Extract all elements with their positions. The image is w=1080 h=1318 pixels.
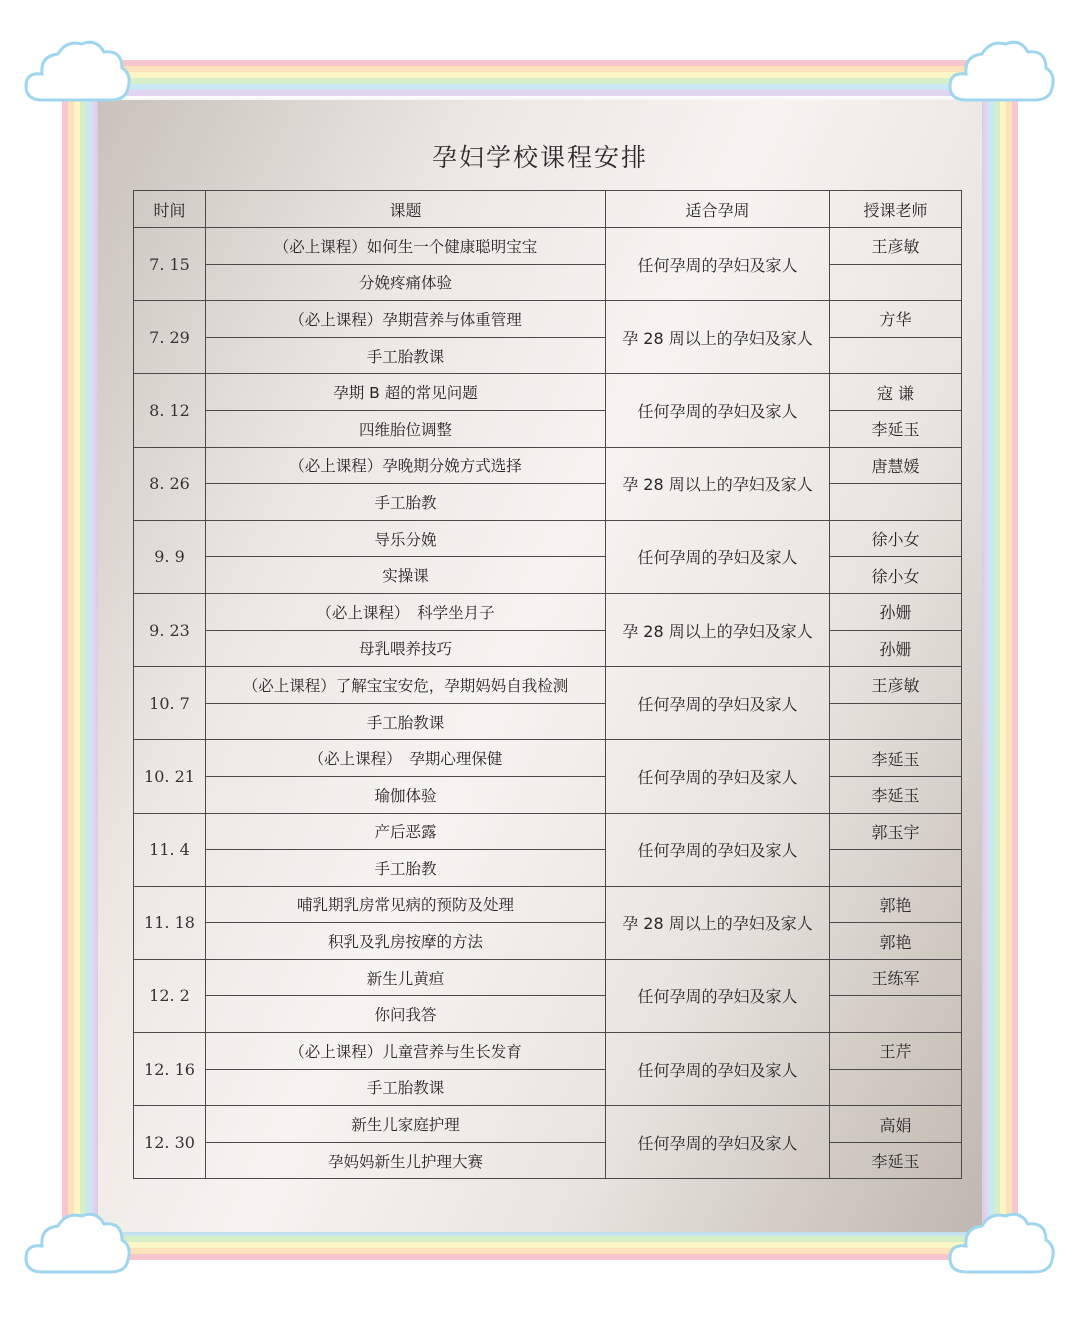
session-teacher: 李延玉: [830, 740, 962, 777]
session-audience: 任何孕周的孕妇及家人: [606, 374, 830, 447]
session-audience: 任何孕周的孕妇及家人: [606, 520, 830, 593]
session-topic: 孕妈妈新生儿护理大赛: [206, 1142, 606, 1179]
session-audience: 孕 28 周以上的孕妇及家人: [606, 593, 830, 666]
session-topic: 手工胎教课: [206, 1069, 606, 1106]
session-teacher: 王彦敏: [830, 667, 962, 704]
session-teacher: 徐小女: [830, 520, 962, 557]
session-teacher: 徐小女: [830, 557, 962, 594]
session-topic: （必上课程）儿童营养与生长发育: [206, 1033, 606, 1070]
session-topic: 手工胎教: [206, 484, 606, 521]
header-topic: 课题: [206, 191, 606, 228]
session-teacher: [830, 264, 962, 301]
table-row: [134, 337, 962, 374]
session-topic: 你问我答: [206, 996, 606, 1033]
session-date: 12. 30: [134, 1106, 206, 1179]
session-teacher: 郭艳: [830, 886, 962, 923]
table-row: [134, 1069, 962, 1106]
session-date: 10. 7: [134, 667, 206, 740]
session-topic: （必上课程）了解宝宝安危，孕期妈妈自我检测: [206, 667, 606, 704]
session-teacher: 王彦敏: [830, 228, 962, 265]
header-teacher: 授课老师: [830, 191, 962, 228]
session-teacher: 王芹: [830, 1033, 962, 1070]
table-row: [134, 410, 962, 447]
table-row: [134, 667, 962, 704]
table-row: [134, 1033, 962, 1070]
session-audience: 孕 28 周以上的孕妇及家人: [606, 886, 830, 959]
session-teacher: 孙姗: [830, 593, 962, 630]
session-teacher: 郭玉宇: [830, 813, 962, 850]
session-date: 11. 18: [134, 886, 206, 959]
table-row: [134, 264, 962, 301]
session-teacher: [830, 850, 962, 887]
session-audience: 任何孕周的孕妇及家人: [606, 959, 830, 1032]
session-teacher: 寇 谦: [830, 374, 962, 411]
session-topic: 四维胎位调整: [206, 410, 606, 447]
session-date: 12. 2: [134, 959, 206, 1032]
session-topic: 新生儿家庭护理: [206, 1106, 606, 1143]
session-topic: 分娩疼痛体验: [206, 264, 606, 301]
session-topic: 实操课: [206, 557, 606, 594]
session-topic: 积乳及乳房按摩的方法: [206, 923, 606, 960]
page-title: 孕妇学校课程安排: [431, 143, 648, 172]
table-row: [134, 813, 962, 850]
session-audience: 任何孕周的孕妇及家人: [606, 667, 830, 740]
session-topic: （必上课程）孕晚期分娩方式选择: [206, 447, 606, 484]
session-date: 12. 16: [134, 1033, 206, 1106]
session-topic: （必上课程） 孕期心理保健: [206, 740, 606, 777]
session-date: 7. 15: [134, 228, 206, 301]
schedule-body: [134, 228, 962, 1179]
table-row: [134, 301, 962, 338]
schedule-table: [133, 190, 962, 1179]
session-audience: 孕 28 周以上的孕妇及家人: [606, 301, 830, 374]
session-teacher: 唐慧媛: [830, 447, 962, 484]
table-row: [134, 484, 962, 521]
session-teacher: [830, 337, 962, 374]
session-audience: 任何孕周的孕妇及家人: [606, 813, 830, 886]
session-date: 8. 12: [134, 374, 206, 447]
table-row: [134, 630, 962, 667]
session-audience: 任何孕周的孕妇及家人: [606, 1106, 830, 1179]
session-teacher: 李延玉: [830, 776, 962, 813]
session-topic: 哺乳期乳房常见病的预防及处理: [206, 886, 606, 923]
session-topic: （必上课程）孕期营养与体重管理: [206, 301, 606, 338]
cloud-icon: [946, 1208, 1058, 1280]
session-topic: 新生儿黄疸: [206, 959, 606, 996]
cloud-icon: [946, 36, 1058, 108]
session-topic: 孕期 B 超的常见问题: [206, 374, 606, 411]
session-teacher: 王练军: [830, 959, 962, 996]
session-date: 11. 4: [134, 813, 206, 886]
cloud-icon: [22, 36, 134, 108]
cloud-icon: [22, 1208, 134, 1280]
header-week: 适合孕周: [606, 191, 830, 228]
table-row: [134, 447, 962, 484]
table-row: [134, 228, 962, 265]
session-date: 8. 26: [134, 447, 206, 520]
session-date: 10. 21: [134, 740, 206, 813]
session-audience: 孕 28 周以上的孕妇及家人: [606, 447, 830, 520]
session-topic: 手工胎教课: [206, 703, 606, 740]
session-teacher: 方华: [830, 301, 962, 338]
session-date: 9. 9: [134, 520, 206, 593]
table-row: [134, 959, 962, 996]
table-header-row: [134, 191, 962, 228]
table-row: [134, 776, 962, 813]
session-date: 9. 23: [134, 593, 206, 666]
session-topic: 手工胎教课: [206, 337, 606, 374]
session-teacher: [830, 1069, 962, 1106]
session-teacher: 李延玉: [830, 410, 962, 447]
session-audience: 任何孕周的孕妇及家人: [606, 228, 830, 301]
session-topic: （必上课程） 科学坐月子: [206, 593, 606, 630]
table-row: [134, 557, 962, 594]
session-audience: 任何孕周的孕妇及家人: [606, 1033, 830, 1106]
session-date: 7. 29: [134, 301, 206, 374]
session-teacher: [830, 996, 962, 1033]
session-topic: 母乳喂养技巧: [206, 630, 606, 667]
table-row: [134, 703, 962, 740]
session-topic: 瑜伽体验: [206, 776, 606, 813]
table-row: [134, 886, 962, 923]
table-row: [134, 374, 962, 411]
session-teacher: 孙姗: [830, 630, 962, 667]
session-topic: 导乐分娩: [206, 520, 606, 557]
session-topic: 手工胎教: [206, 850, 606, 887]
table-row: [134, 740, 962, 777]
session-teacher: [830, 484, 962, 521]
table-row: [134, 520, 962, 557]
table-row: [134, 923, 962, 960]
session-topic: 产后恶露: [206, 813, 606, 850]
session-teacher: [830, 703, 962, 740]
session-topic: （必上课程）如何生一个健康聪明宝宝: [206, 228, 606, 265]
table-row: [134, 996, 962, 1033]
session-teacher: 高娟: [830, 1106, 962, 1143]
table-row: [134, 593, 962, 630]
header-time: 时间: [134, 191, 206, 228]
table-row: [134, 1142, 962, 1179]
session-teacher: 李延玉: [830, 1142, 962, 1179]
table-row: [134, 850, 962, 887]
session-audience: 任何孕周的孕妇及家人: [606, 740, 830, 813]
session-teacher: 郭艳: [830, 923, 962, 960]
table-row: [134, 1106, 962, 1143]
